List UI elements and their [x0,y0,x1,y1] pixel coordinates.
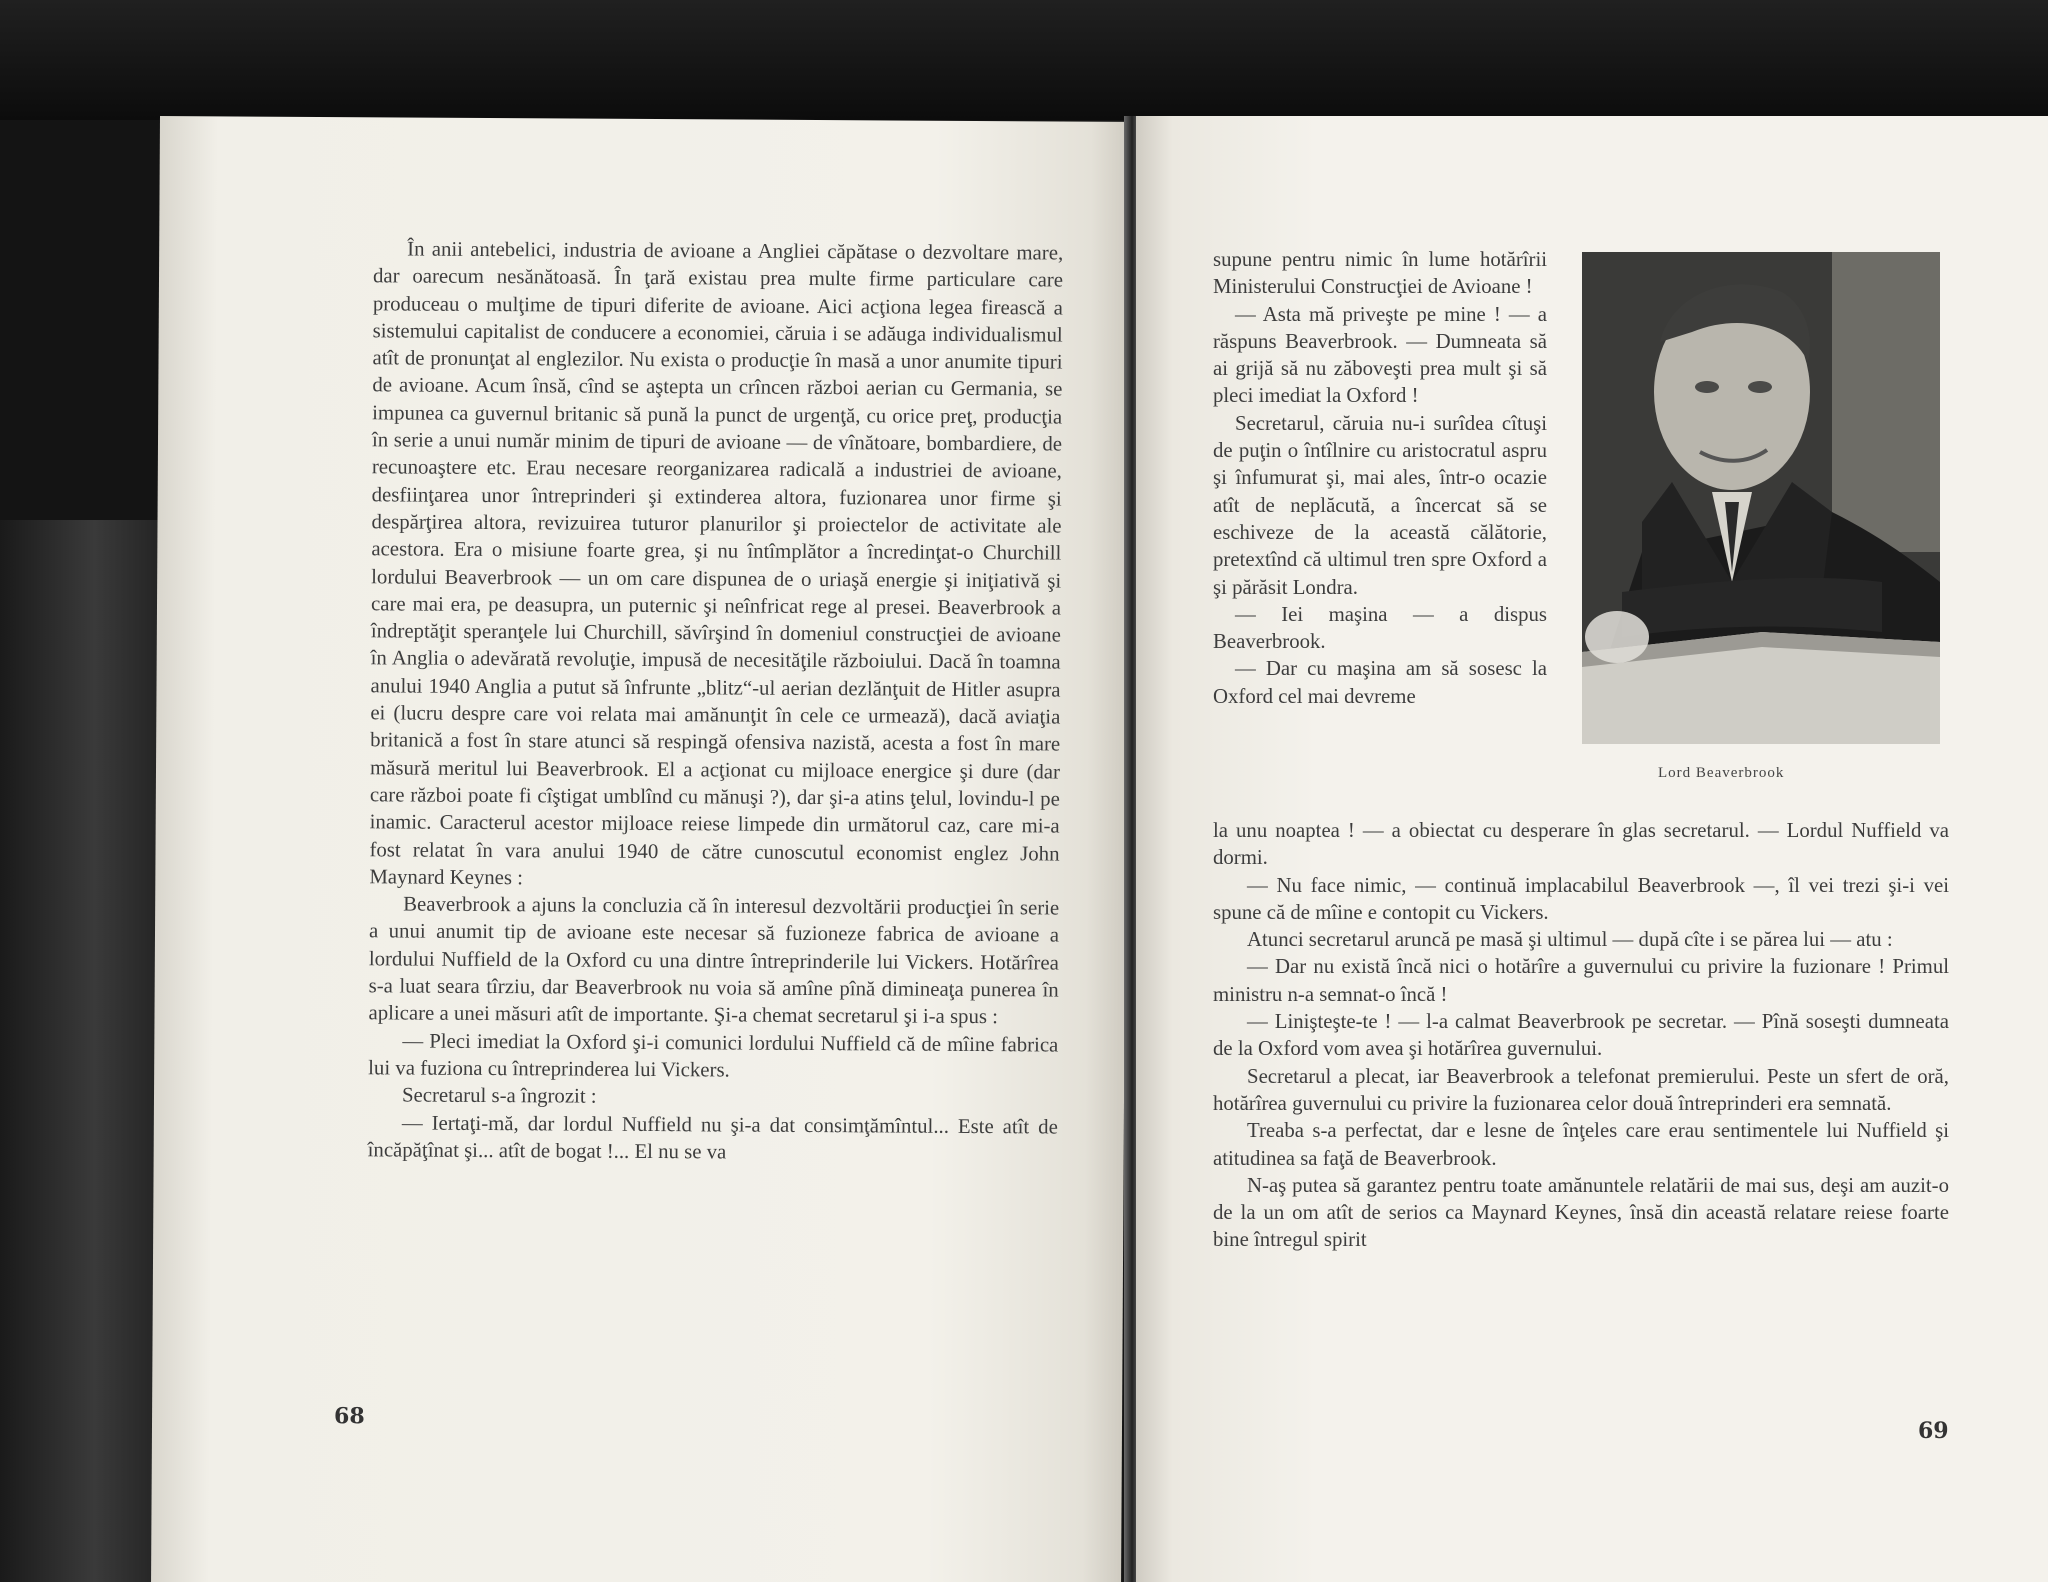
right-page [1136,116,2048,1582]
page-number-left: 68 [333,1403,365,1430]
page-number-right: 69 [1918,1418,1949,1444]
paragraph: — Dar nu există încă nici o hotărîre a guvernului cu privire la fuzionare ! Primul ministru n-a semnat-o încă ! [1213,955,1949,1006]
right-page-narrow-body [1213,246,1547,710]
paragraph: la unu noaptea ! — a obiectat cu desperare în glas secretarul. — Lordul Nuffield va dormi. [1213,819,1949,870]
paragraph: Secretarul, căruia nu-i surîdea cîtuşi de puţin o întîlnire cu aristocratul aspru şi înfumurat şi, mai ales, într-o ocazie atît de neplăcută, a încercat să se eschiveze de la această călătorie, pretextînd că ultimul tren spre Oxford a şi părăsit Londra. [1213,411,1547,599]
paragraph: Secretarul s-a îngrozit : [401,1083,597,1108]
paragraph: — Iertaţi-mă, dar lordul Nuffield nu şi-a dat consimţămîntul... Este atît de încăpăţînat şi... atît de bogat !... El nu se va [367,1110,1058,1164]
paragraph: Beaverbrook a ajuns la concluzia că în interesul dezvoltării producţiei în serie a unui anumit tip de avioane este necesar să fuzioneze fabrica de avioane a lordului Nuffield de la Oxford cu una dintre întreprinderile lui Vickers. Hotărîrea s-a luat seara tîrziu, dar Beaverbrook nu voia să amîne pînă dimineaţa punerea în aplicare a unei măsuri atît de importante. Şi-a chemat secretarul şi i-a spus : [368,892,1060,1029]
paragraph: — Dar cu maşina am să sosesc la Oxford cel mai devreme [1213,657,1547,708]
paragraph: Treaba s-a perfectat, dar e lesne de înţeles care erau sentimentele lui Nuffield şi atitudinea sa faţă de Beaverbrook. [1213,1119,1949,1170]
paragraph: — Nu face nimic, — continuă implacabilul Beaverbrook —, îl vei trezi şi-i vei spune că de mîine e contopit cu Vickers. [1213,873,1949,924]
portrait-illustration [1582,252,1940,744]
paragraph: În anii antebelici, industria de avioane a Angliei căpătase o dezvoltare mare, dar oarecum nesănătoasă. În ţară existau prea multe firme particulare care produceau o mulţime de tipuri diferite de avioane. Aici acţiona legea firească a sistemului capitalist de conducere a economiei, căruia i se adăuga individualismul atît de pronunţat al englezilor. Nu exista o producţie în masă a unor anumite tipuri de avioane. Acum însă, cînd se aştepta un crîncen război aerian cu Germania, se impunea ca guvernul britanic să pună la punct de urgenţă, cu orice preţ, producţia în serie a unui număr minim de tipuri de avioane — de vînătoare, bombardiere, de recunoaştere etc. Erau necesare reorganizarea radicală a industriei de avioane, desfiinţarea unor întreprinderi şi extinderea altora, fuzionarea unor firme şi despărţirea altora, revizuirea tuturor planurilor şi proiectelor de activitate ale acestora. Era o misiune foarte grea, şi nu întîmplător a încredinţat-o Churchill lordului Beaverbrook — un om care dispunea de o uriaşă energie şi iniţiativă şi care mai era, pe deasupra, un puternic şi neînfricat rege al presei. Beaverbrook a îndreptăţit speranţele lui Churchill, săvîrşind în domeniul construcţiei de avioane în Anglia o adevărată revoluţie, impusă de necesităţile războiului. Dacă în toamna anului 1940 Anglia a putut să înfrunte „blitz“-ul aerian dezlănţuit de Hitler asupra ei (lucru despre care voi relata mai amănunţit în cele ce urmează), dacă aviaţia britanică a fost în stare atunci să respingă ofensiva nazistă, acesta a fost în mare măsură meritul lui Beaverbrook. El a acţionat cu mijloace energice şi dure (dar care război poate fi cîştigat umblînd cu mănuşi ?), dar şi-a atins ţelul, lovindu-l pe inamic. Caracterul acestor mijloace reiese limpede din următorul caz, care mi-a fost relatat în vara anului 1940 de către cunoscutul economist englez John Maynard Keynes : [369,237,1064,890]
right-page-full-body [1213,817,1949,1254]
paragraph: supune pentru nimic în lume hotărîrii Ministerului Construcţiei de Avioane ! [1213,248,1547,299]
photo-caption: Lord Beaverbrook [1658,765,1785,781]
paragraph: N-aş putea să garantez pentru toate amănuntele relatării de mai sus, deşi am auzit-o de la un om atît de serios ca Maynard Keynes, însă din această relatare reiese foarte bine întregul spirit [1213,1173,1949,1252]
paragraph: — Linişteşte-te ! — l-a calmat Beaverbrook pe secretar. — Pînă soseşti dumneata de la Oxford vom avea şi hotărîrea guvernului. [1213,1010,1949,1061]
left-page [151,116,1130,1582]
left-page-body [368,235,1064,1167]
paragraph: — Asta mă priveşte pe mine ! — a răspuns Beaverbrook. — Dumneata să ai grijă să nu zăboveşti prea mult şi să pleci imediat la Oxford ! [1213,302,1547,408]
paragraph: — Pleci imediat la Oxford şi-i comunici lordului Nuffield că de mîine fabrica lui va fuziona cu întreprinderea lui Vickers. [368,1029,1059,1082]
paragraph: Atunci secretarul aruncă pe masă şi ultimul — după cîte i se părea lui — atu : [1247,928,1893,952]
paragraph: — Iei maşina — a dispus Beaverbrook. [1213,602,1547,654]
portrait-photo [1582,252,1940,744]
dark-background [0,0,2048,120]
paragraph: Secretarul a plecat, iar Beaverbrook a telefonat premierului. Peste un sfert de oră, hotărîrea guvernului cu privire la fuzionarea celor două întreprinderi era semnată. [1213,1064,1949,1115]
